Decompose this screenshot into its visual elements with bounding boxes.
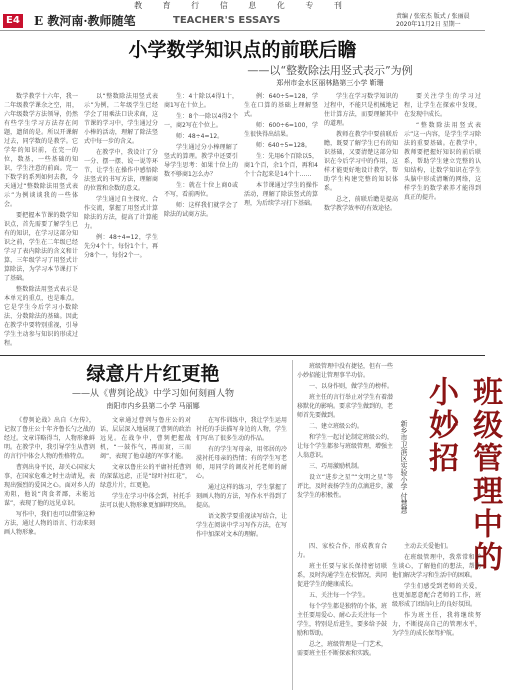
top-strip [0, 0, 485, 12]
article3-paragraph: 一、以身作则，做学生的榜样。 [309, 383, 394, 390]
article2-paragraph: 学生在学习中体会到，衬托手法可以使人物形象更加鲜明突出。 [100, 493, 191, 509]
article1-paragraph: 总之，前联后瞻是提高数学教学效率的有效途径。 [324, 196, 398, 212]
article3-paragraph: 三、巧用激励机制。 [309, 463, 364, 470]
article3-paragraph: 学生们感受到老师的关爱，也更加愿意配合老师的工作，班级形成了团结向上的良好氛围。 [392, 583, 481, 608]
article3-paragraph: 四、家校合作，形成教育合力。 [297, 543, 387, 559]
article3-title: 班级管理中的小妙招 [423, 376, 502, 574]
article1-paragraph: 生：先用6个百除以5，商1个百，余1个百，再和4个十合起来是14个十…… [244, 153, 318, 178]
article3-paragraph: 五、关注每一个学生。 [309, 592, 370, 599]
article2-paragraph: 《曹刿论战》出自《左传》，记叙了鲁庄公十年齐鲁长勺之战的经过。文章详略得当，人物形象鲜明。在教学中，我引导学生从曹刿的言行中体会人物的性格特点。 [4, 417, 95, 460]
article1-subtitle: ——以“整数除法用竖式表示”为例 [247, 64, 413, 77]
article3-column-2 [297, 542, 387, 688]
article1-paragraph: 以“整数除法用竖式表示”为例，二年级学生已经学会了用乘法口诀求商，这节课的学习中，学生通过分小棒的活动，理解了除法竖式中每一步的含义。 [84, 93, 158, 145]
article3-paragraph: 班级管理中没有捷径，但有一些小妙招能让管理事半功倍。 [297, 363, 394, 379]
article2-column-1 [4, 416, 95, 688]
article1-paragraph: 例：640÷5=128，学生在口算的基础上理解竖式。 [244, 93, 318, 118]
article1-paragraph: 数学教学十六年，我一二年级教学课余之空，用，六年级数学方法领导，仍然有些学生学习方法存在问题，遗留的是。所以开课解过去，同学数的是教学。它学年的知识前，在完一的位，数基，一些基础的知识，学生注意的前面。完一下数学的系列如何去教，今天通过“整数除法用竖式表示”为例谈谈我的一些体会。 [4, 93, 78, 208]
article3-paragraph: 设立“进步之星”“文明之星”等评比，及时表扬学生的点滴进步，激发学生的积极性。 [297, 474, 394, 499]
article3-paragraph: 二、建立班级公约。 [309, 423, 364, 430]
article1-paragraph: 本节课通过学生的操作活动，理解了除法竖式的算理，为后续学习打下基础。 [244, 182, 318, 207]
issue-info [396, 13, 481, 29]
article2-paragraph: 通过这样的练习，学生掌握了刻画人物的方法，写作水平得到了提高。 [196, 484, 287, 509]
article1-paragraph: 师：600÷6=100，学生很快得出结果。 [244, 122, 318, 138]
article2-paragraph: 有的学生写母亲，用邻居的冷漠衬托母亲的热情；有的学生写老师，用同学的调皮衬托老师的耐心。 [196, 446, 287, 480]
article2-paragraph: 在写作训练中，我让学生运用衬托的手法描写身边的人物，学生们写出了很多生动的作品。 [196, 417, 287, 442]
article1-byline: 郑州市金水区丽林路第三小学 靳珊 [276, 79, 384, 87]
article3-column-3 [392, 542, 481, 688]
article1-column-3 [164, 92, 238, 352]
article1-column-5 [324, 92, 398, 352]
article3-paragraph: 班主任的言行举止对学生有着潜移默化的影响。要求学生做到的，老师首先要做到。 [297, 394, 394, 419]
article3-column-1 [297, 362, 393, 537]
article3-author: 新乡市卫滨区实验小学 付慧慧 [400, 420, 408, 514]
article1-paragraph: 师：48÷4=12。 [176, 133, 224, 140]
article1-paragraph: “整数除法用竖式表示”这一内容，是学生学习除法的重要基础。在教学中，教师要把握好知识的前后联系，帮助学生建立完整的认知结构，让数学知识在学生头脑中形成清晰的网络，这样学生的数学素养才能得到真正的提升。 [404, 122, 481, 201]
article1-paragraph: 生：就在十位上商0或不写，看前两位。 [164, 182, 238, 198]
article2-title: 绿意片片红更艳 [86, 363, 220, 385]
column-divider [292, 360, 293, 690]
article3-paragraph: 作为班主任，我将继续努力，不断提高自己的管理水平，为学生的成长保驾护航。 [392, 612, 481, 637]
article1-paragraph: 生：4十除以4得1十，商1写在十位上。 [164, 93, 238, 109]
article1-column-6 [404, 92, 481, 352]
article2-paragraph: 文章以鲁庄公的平庸衬托曹刿的深谋远虑，正是“绿叶衬红花”，绿意片片，红更艳。 [100, 464, 191, 489]
article2-byline: 南阳市内乡县第二小学 马丽娜 [106, 402, 200, 410]
article3-paragraph: 班主任要与家长保持密切联系，及时沟通学生在校情况，共同促进学生的健康成长。 [297, 563, 388, 588]
article1-paragraph: 学生在学习数学知识的过程中，不能只是机械地记住计算方法，而要理解其中的道理。 [324, 93, 398, 127]
article2-paragraph: 语文教学要重视读写结合，让学生在阅读中学习写作方法，在写作中加深对文本的理解。 [196, 513, 287, 538]
article2-column-3 [196, 416, 287, 688]
article1-paragraph: 在教学中，我设计了分一分、摆一摆、说一说等环节，让学生在操作中感悟除法竖式的书写方法，理解商的位置和余数的意义。 [84, 149, 158, 192]
column-name: E 教河南·教师随笔 [34, 14, 136, 28]
top-strip-text: 教 育 行 信 息 化 专 刊 [134, 1, 351, 10]
article1-column-4 [244, 92, 318, 352]
article1-column-2 [84, 92, 158, 352]
article1-paragraph: 要关注学生的学习过程，让学生在探索中发现，在发现中成长。 [404, 93, 481, 118]
article2-column-2 [100, 416, 191, 688]
article1-paragraph: 师：这样我们就学会了除法的试商方法。 [164, 202, 238, 218]
article1-paragraph: 整数除法用竖式表示是本单元的重点，也是难点。它是学生今后学习小数除法、分数除法的基础。因此在教学中要特别重视，引导学生主动参与知识的形成过程。 [4, 286, 78, 347]
section-divider [0, 355, 485, 356]
article1-paragraph: 学生通过分小棒理解了竖式的算理。教学中还要引导学生思考：如果十位上的数不够商1怎么办？ [164, 144, 238, 178]
date-line: 2020年11月2日 星期一 [396, 21, 461, 28]
article1-paragraph: 学生通过自主探究、合作交流，掌握了用竖式计算除法的方法，提高了计算能力。 [84, 196, 158, 230]
article3-paragraph: 在班级管理中，我常常和学生谈心，了解他们的想法，帮助他们解决学习和生活中的困难。 [392, 554, 481, 579]
article2-paragraph: 文章通过曹刿与鲁庄公的对话，层层深入地展现了曹刿的政治远见。在战争中，曹刿把握战机，“一鼓作气，再而衰，三而竭”，表现了他卓越的军事才能。 [100, 417, 191, 460]
article1-paragraph: 教师在教学中要前联后瞻，既要了解学生已有的知识基础，又要清楚这部分知识在今后学习中的作用，这样才能更好地设计教学，帮助学生构建完整的知识体系。 [324, 131, 398, 192]
article2-subtitle: ——从《曹刿论战》中学习如何刻画人物 [71, 389, 234, 399]
article3-paragraph: 主动去关爱他们。 [404, 543, 453, 550]
editor-line: 责编 / 张宏杰 版式 / 张丽晨 [396, 13, 470, 20]
article3-paragraph: 每个学生都是独特的个体，班主任要用爱心、耐心去关注每一个学生，特别是后进生，要多给予鼓励和帮助。 [297, 603, 388, 637]
article1-column-1 [4, 92, 78, 352]
article1-paragraph: 生：8个一除以4得2个一，商2写在个位上。 [164, 113, 238, 129]
article1-paragraph: 例：48÷4=12，学生先分4个十，每份1个十，再分8个一，每份2个一。 [84, 234, 158, 259]
article2-paragraph: 写作中，我们也可以借鉴这种方法，通过人物的语言、行动来刻画人物形象。 [4, 511, 95, 536]
column-name-english: TEACHER'S ESSAYS [173, 15, 281, 26]
article2-paragraph: 曹刿出身平民，却关心国家大事，在国家危难之时主动请见，表现出强烈的爱国之心。面对乡人的劝阻，他说“肉食者鄙，未能远谋”，表现了他的远见卓识。 [4, 464, 95, 507]
article1-title: 小学数学知识点的前联后瞻 [128, 39, 357, 61]
article1-paragraph: 要把握本节课的数学知识点，首先需要了解学生已有的知识，在学习这部分知识之前，学生在二年级已经学习了表内除法的含义和计算，三年级学习了用竖式计算除法，为学习本节课打下了基础。 [4, 212, 78, 282]
article1-paragraph: 师：640÷5=128。 [256, 142, 311, 149]
article3-paragraph: 总之，班级管理是一门艺术，需要班主任不断探索和实践。 [297, 641, 388, 657]
article3-paragraph: 和学生一起讨论制定班级公约，让每个学生都参与班级管理，增强主人翁意识。 [297, 434, 394, 459]
page-tag: E4 [3, 14, 23, 28]
